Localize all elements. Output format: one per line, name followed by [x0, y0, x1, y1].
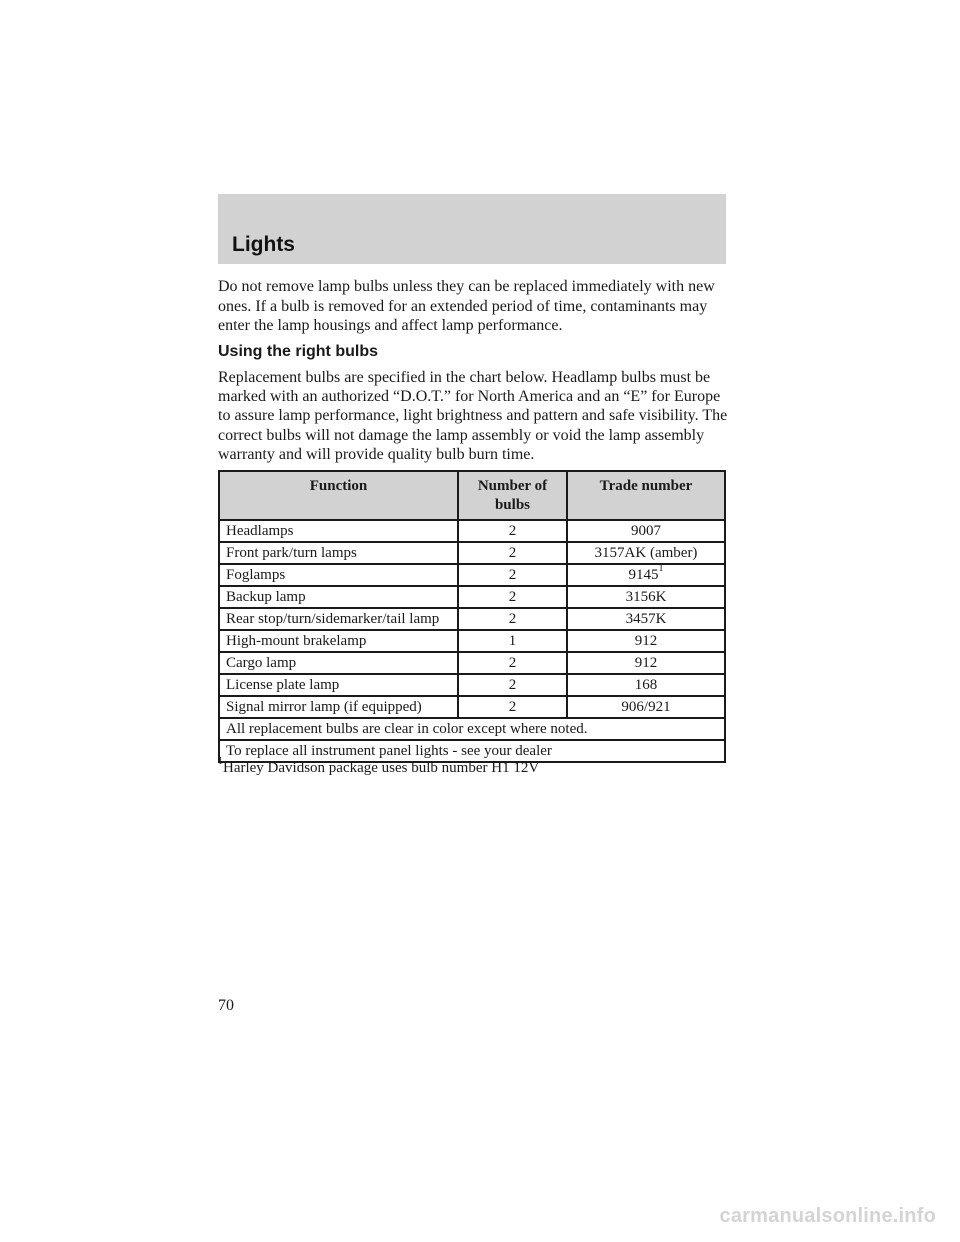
cell-function: Signal mirror lamp (if equipped) [219, 696, 458, 718]
cell-trade [567, 674, 725, 696]
cell-trade [567, 608, 725, 630]
header-number: Number of bulbs [458, 471, 567, 520]
footnote [218, 756, 540, 777]
table-row [219, 520, 725, 542]
cell-number: 2 [458, 674, 567, 696]
table-row [219, 586, 725, 608]
table-row [219, 608, 725, 630]
trade-value: 912 [634, 655, 658, 671]
table-row [219, 696, 725, 718]
cell-function: High-mount brakelamp [219, 630, 458, 652]
table-note: To replace all instrument panel lights - see your dealer [219, 740, 725, 762]
bulb-table [218, 470, 726, 763]
table-row [219, 542, 725, 564]
cell-function: Rear stop/turn/sidemarker/tail lamp [219, 608, 458, 630]
cell-number: 2 [458, 564, 567, 586]
cell-number: 2 [458, 586, 567, 608]
table-note: All replacement bulbs are clear in color except where noted. [219, 718, 725, 740]
cell-trade [567, 520, 725, 542]
intro-paragraph: Do not remove lamp bulbs unless they can be replaced immediately with new ones. If a bulb is removed for an extended period of time, contaminants may enter the lamp housings and affect lamp performance. [218, 278, 715, 334]
footnote-ref: 1 [658, 563, 664, 574]
cell-trade [567, 586, 725, 608]
trade-value: 906/921 [621, 699, 671, 715]
table-row [219, 564, 725, 586]
section-header [218, 194, 726, 264]
body-paragraph: Replacement bulbs are specified in the chart below. Headlamp bulbs must be marked with an authorized “D.O.T.” for North America and an “E” for Europe to assure lamp performance, light brightness and pattern and safe visibility. The correct bulbs will not damage the lamp assembly or void the lamp assembly warranty and will provide quality bulb burn time. [218, 369, 728, 463]
table-row [219, 674, 725, 696]
footnote-marker: 1 [218, 756, 223, 767]
table-note-row [219, 740, 725, 762]
cell-function: Foglamps [219, 564, 458, 586]
table-row [219, 652, 725, 674]
cell-trade [567, 564, 725, 586]
page-number: 70 [218, 997, 234, 1014]
trade-value: 3156K [625, 589, 667, 605]
cell-function: Front park/turn lamps [219, 542, 458, 564]
cell-trade [567, 542, 725, 564]
cell-trade [567, 630, 725, 652]
trade-value: 3457K [625, 611, 667, 627]
trade-value: 3157AK (amber) [594, 545, 698, 561]
section-title: Lights [232, 233, 295, 256]
cell-number: 2 [458, 608, 567, 630]
cell-function: Cargo lamp [219, 652, 458, 674]
table-body [219, 520, 725, 762]
cell-trade [567, 696, 725, 718]
table-header-row [219, 471, 725, 520]
cell-number: 1 [458, 630, 567, 652]
table-row [219, 630, 725, 652]
cell-trade [567, 652, 725, 674]
trade-value: 9145 [628, 567, 659, 583]
footnote-text: Harley Davidson package uses bulb number H1 12V [223, 760, 540, 776]
trade-value: 912 [634, 633, 658, 649]
subheading: Using the right bulbs [218, 343, 378, 360]
cell-function: Backup lamp [219, 586, 458, 608]
header-trade: Trade number [567, 471, 725, 520]
cell-function: Headlamps [219, 520, 458, 542]
header-function: Function [219, 471, 458, 520]
cell-number: 2 [458, 696, 567, 718]
watermark-link[interactable]: carmanualsonline.info [719, 1205, 936, 1227]
table-note-row [219, 718, 725, 740]
cell-number: 2 [458, 520, 567, 542]
trade-value: 168 [634, 677, 658, 693]
cell-function: License plate lamp [219, 674, 458, 696]
cell-number: 2 [458, 652, 567, 674]
trade-value: 9007 [631, 523, 661, 539]
cell-number: 2 [458, 542, 567, 564]
